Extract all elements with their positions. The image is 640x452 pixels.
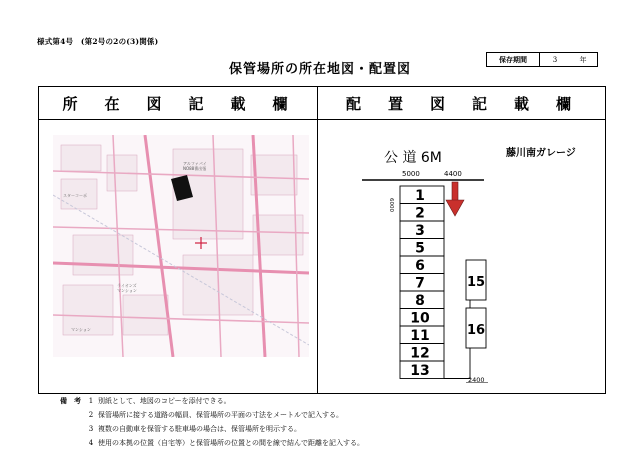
retention-value: 3	[552, 55, 558, 64]
note-row	[60, 408, 364, 422]
side-parking-space-label: 16	[466, 323, 486, 338]
parking-space-label: 13	[410, 363, 430, 379]
parking-space-label: 10	[410, 310, 430, 327]
note-row	[60, 422, 364, 436]
parking-space-label: 5	[415, 240, 425, 257]
note-text: 別紙として、地図のコピーを添付できる。	[98, 397, 231, 405]
note-number: 1	[88, 397, 94, 405]
notes-label	[60, 422, 84, 436]
parking-space-label: 1	[415, 188, 425, 204]
road-label: 公 道 6M	[384, 150, 442, 166]
note-text: 複数の自動車を保管する駐車場の場合は、保管場所を明示する。	[98, 425, 301, 433]
note-number: 4	[88, 439, 94, 447]
parking-space-label: 7	[415, 275, 425, 292]
parking-space-label: 3	[415, 223, 425, 239]
note-text: 保管場所に接する道路の幅員、保管場所の平面の寸法をメートルで記入する。	[98, 411, 343, 419]
notes-section	[60, 394, 364, 450]
retention-label: 保存期間	[487, 53, 540, 66]
notes-label: 備 考	[60, 396, 81, 405]
parking-space-label: 6	[415, 258, 425, 274]
parking-space-label: 8	[415, 293, 425, 309]
parking-space-label: 2	[415, 205, 425, 222]
side-parking-spaces	[466, 260, 486, 348]
layout-map-header: 配 置 図 記 載 欄	[345, 94, 577, 113]
main-frame	[38, 86, 606, 394]
note-row	[60, 394, 364, 408]
page-title: 保管場所の所在地図・配置図	[228, 62, 411, 77]
note-number: 2	[88, 411, 94, 419]
note-text: 使用の本拠の位置（自宅等）と保管場所の位置との間を線で結んで距離を記入する。	[98, 439, 364, 447]
dim-width: 2400	[468, 376, 485, 384]
dim-right: 4400	[444, 170, 462, 178]
layout-map	[318, 120, 605, 392]
side-parking-space-label: 15	[466, 275, 486, 290]
retention-period-box	[486, 52, 598, 67]
retention-unit: 年	[579, 55, 587, 64]
garage-label: 藤川南ガレージ	[506, 148, 576, 159]
parking-space-label: 11	[410, 328, 430, 344]
svg-text:マンション: マンション	[71, 327, 91, 332]
svg-text:マンション: マンション	[117, 288, 137, 293]
note-row	[60, 436, 364, 450]
svg-text:スターコーポ: スターコーポ	[63, 193, 87, 198]
note-number: 3	[88, 425, 94, 433]
notes-label	[60, 436, 84, 450]
form-number: 様式第4号 (第2号の2の(3)関係)	[37, 37, 159, 46]
dim-height: 6000	[388, 198, 394, 212]
svg-text:ライオンズ: ライオンズ	[117, 283, 137, 288]
svg-text:アルファパイ: アルファパイ	[183, 161, 207, 166]
svg-text:NO88番出張: NO88番出張	[183, 166, 207, 171]
parking-space-label: 12	[410, 345, 430, 362]
entrance-arrow-icon	[446, 182, 464, 216]
dim-left: 5000	[402, 170, 420, 178]
location-map-header: 所 在 図 記 載 欄	[62, 94, 294, 113]
location-map	[53, 135, 309, 357]
notes-label	[60, 408, 84, 422]
